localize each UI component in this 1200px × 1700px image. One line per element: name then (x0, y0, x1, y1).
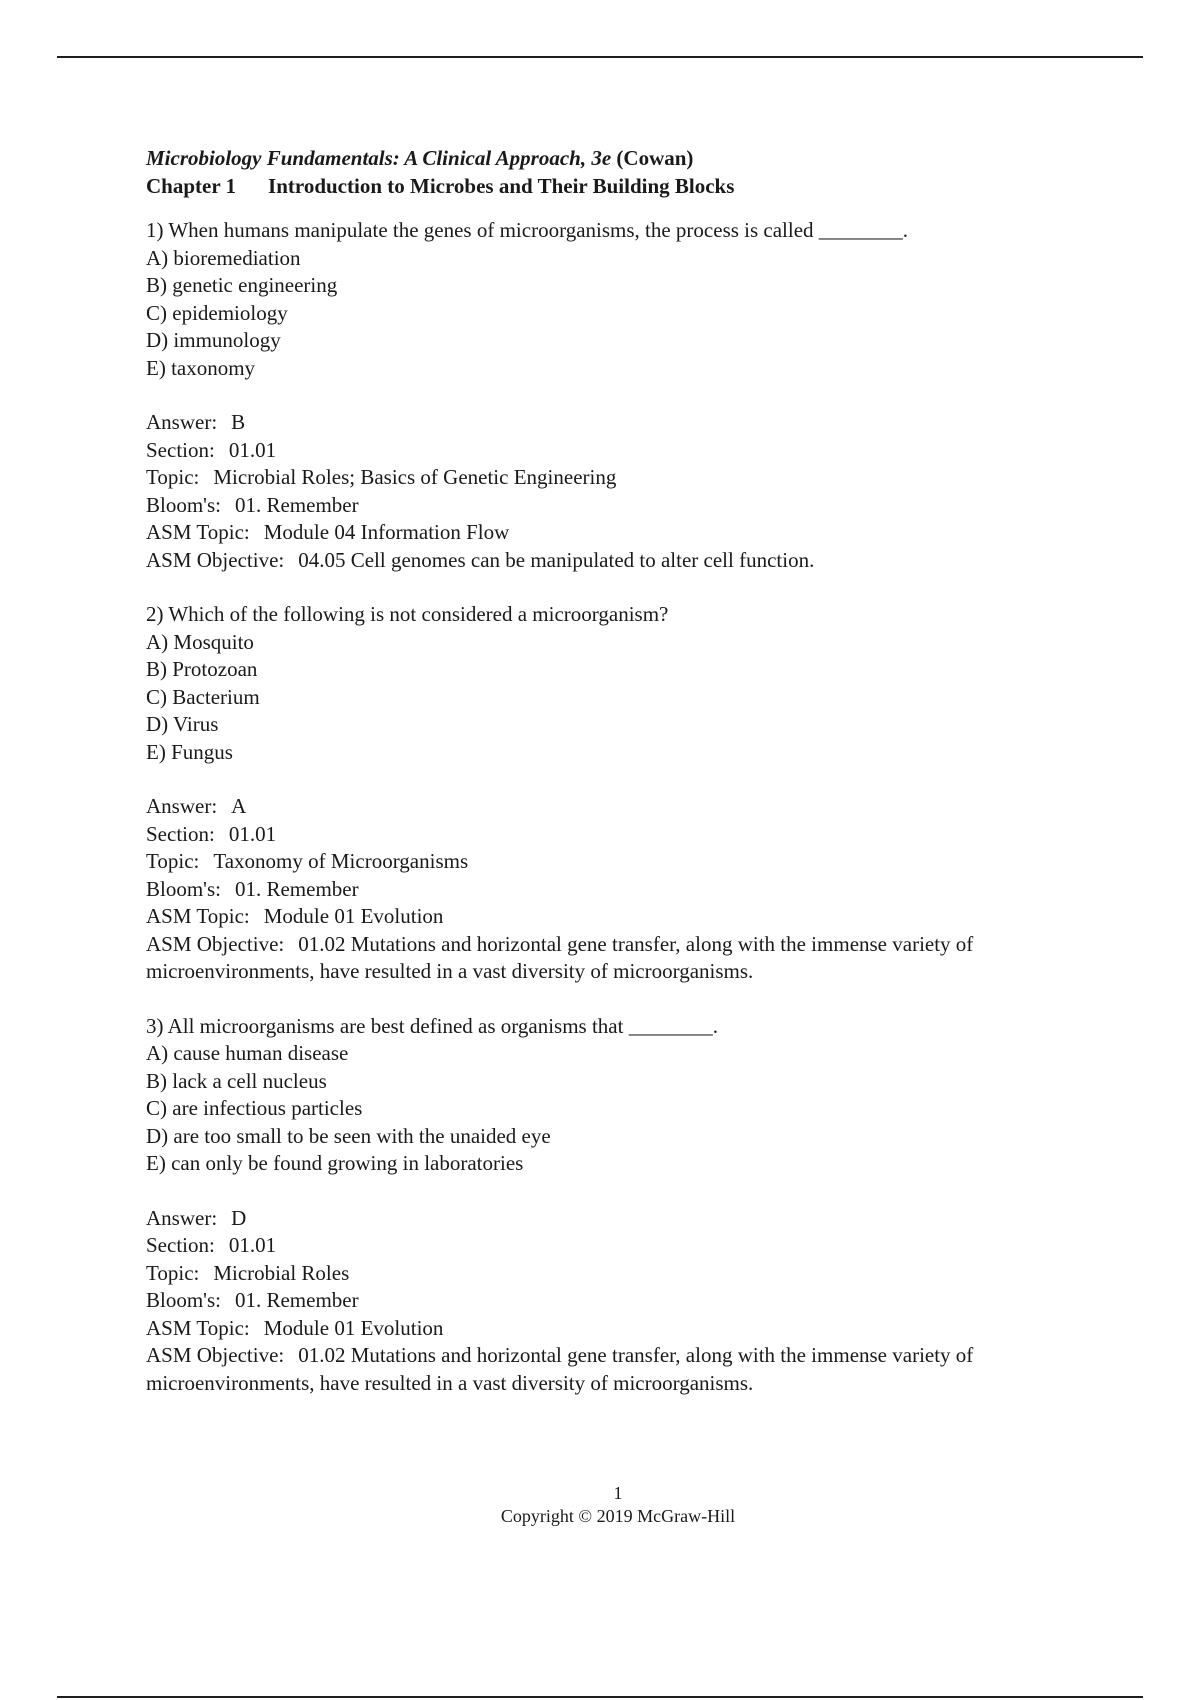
option-e: E) Fungus (146, 739, 233, 764)
option-c: C) epidemiology (146, 300, 288, 325)
chapter-label: Chapter 1 (146, 173, 237, 198)
question-options (146, 1013, 1106, 1178)
option-a: A) cause human disease (146, 1041, 349, 1065)
option-a: A) bioremediation (146, 245, 301, 270)
document-body (146, 145, 1106, 1424)
section-line: Section: 01.01 (146, 1233, 277, 1257)
page-footer (0, 1482, 1200, 1528)
answer-line: Answer: D (146, 1205, 247, 1230)
asm-objective-line: ASM Objective: 04.05 Cell genomes can be manipulated to alter cell function. (146, 547, 815, 572)
topic-line: Topic: Microbial Roles; Basics of Genetic Engineering (146, 465, 617, 489)
copyright-notice: Copyright © 2019 McGraw-Hill (500, 1506, 736, 1526)
question-stem: 3) All microorganisms are best defined as organisms that ________. (146, 1013, 718, 1038)
option-a: A) Mosquito (146, 629, 254, 654)
answer-metadata (146, 793, 1106, 986)
question-2 (146, 601, 1106, 986)
answer-line: Answer: A (146, 794, 247, 818)
option-b: B) lack a cell nucleus (146, 1068, 327, 1093)
option-c: C) are infectious particles (146, 1096, 363, 1120)
question-3 (146, 1013, 1106, 1398)
answer-line: Answer: B (146, 410, 246, 434)
question-stem: 2) Which of the following is not considered a microorganism? (146, 602, 669, 626)
answer-metadata (146, 409, 1106, 574)
blooms-line: Bloom's: 01. Remember (146, 492, 359, 517)
bottom-rule (57, 1696, 1143, 1698)
blooms-line: Bloom's: 01. Remember (146, 1288, 359, 1312)
chapter-heading (146, 173, 1106, 201)
asm-topic-line: ASM Topic: Module 01 Evolution (146, 1315, 444, 1340)
blooms-line: Bloom's: 01. Remember (146, 876, 359, 901)
asm-topic-line: ASM Topic: Module 01 Evolution (146, 904, 444, 928)
topic-line: Topic: Microbial Roles (146, 1260, 350, 1285)
option-d: D) immunology (146, 328, 281, 352)
option-b: B) genetic engineering (146, 273, 338, 297)
option-b: B) Protozoan (146, 657, 258, 681)
option-e: E) can only be found growing in laboratories (146, 1151, 524, 1175)
page-number: 1 (613, 1483, 623, 1503)
asm-objective-line: ASM Objective: 01.02 Mutations and horizontal gene transfer, along with the immense variety of microenvironments, have resulted in a vast diversity of microorganisms. (146, 1343, 974, 1395)
chapter-title: Introduction to Microbes and Their Building Blocks (268, 173, 735, 198)
option-c: C) Bacterium (146, 684, 260, 709)
option-e: E) taxonomy (146, 355, 256, 380)
question-options (146, 601, 1106, 766)
question-options (146, 217, 1106, 382)
book-author: (Cowan) (616, 146, 694, 170)
option-d: D) Virus (146, 712, 219, 736)
question-1 (146, 217, 1106, 574)
book-title: Microbiology Fundamentals: A Clinical Approach, 3e (146, 146, 612, 170)
topic-line: Topic: Taxonomy of Microorganisms (146, 849, 469, 873)
asm-objective-line: ASM Objective: 01.02 Mutations and horizontal gene transfer, along with the immense variety of microenvironments, have resulted in a vast diversity of microorganisms. (146, 931, 974, 983)
document-title (146, 145, 1106, 173)
option-d: D) are too small to be seen with the unaided eye (146, 1123, 551, 1148)
section-line: Section: 01.01 (146, 821, 277, 846)
question-stem: 1) When humans manipulate the genes of microorganisms, the process is called ________. (146, 218, 909, 242)
asm-topic-line: ASM Topic: Module 04 Information Flow (146, 520, 510, 544)
top-rule (57, 56, 1143, 58)
answer-metadata (146, 1205, 1106, 1398)
section-line: Section: 01.01 (146, 437, 277, 462)
